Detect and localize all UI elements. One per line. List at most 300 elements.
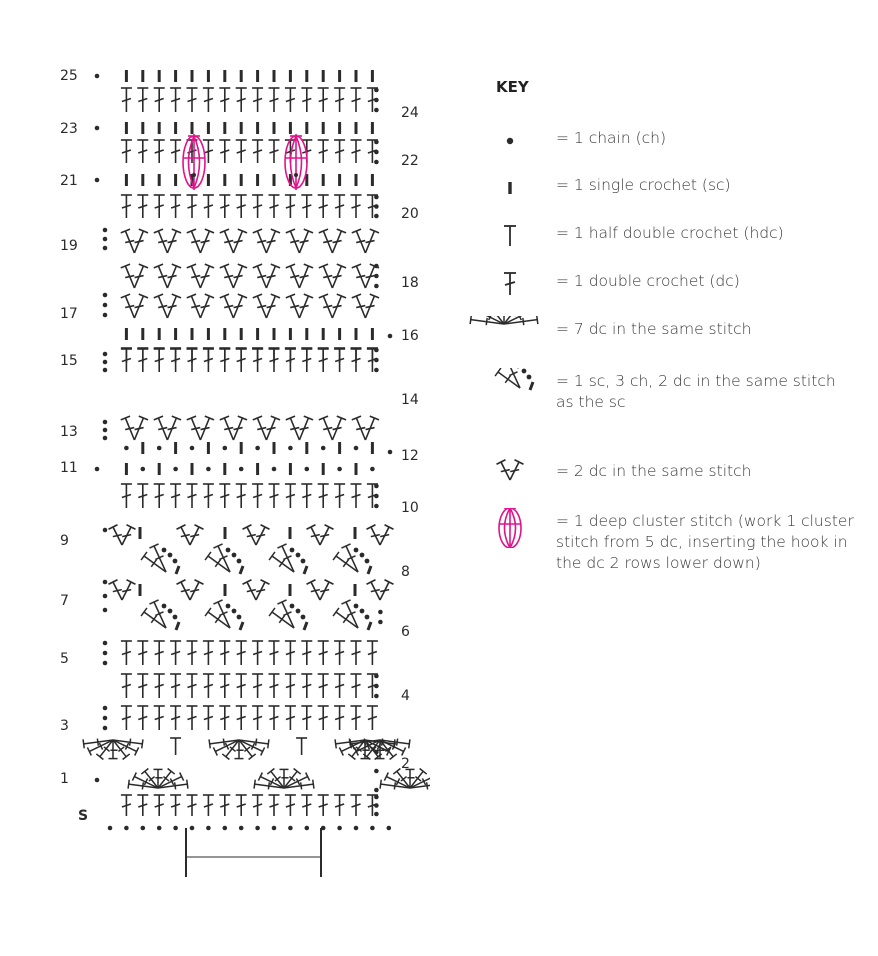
chain-mark [370, 826, 375, 831]
dc-mark [121, 706, 132, 730]
dc-mark [170, 140, 181, 163]
dc-mark [154, 88, 165, 112]
chain-mark [173, 559, 178, 564]
chain-mark [103, 528, 108, 533]
dc-mark [301, 88, 312, 112]
dc-mark [137, 706, 148, 730]
chain-mark [124, 826, 129, 831]
dc-mark [154, 484, 165, 508]
dc-mark [170, 674, 181, 698]
dc-mark [236, 706, 247, 730]
dc-mark [203, 674, 214, 698]
dc-mark [334, 484, 345, 508]
key-text-v: = 2 dc in the same stitch [556, 462, 752, 480]
dc-mark [301, 195, 312, 218]
chain-mark [103, 726, 108, 731]
chain-mark [157, 446, 162, 451]
dc-mark [252, 674, 263, 698]
v-2dc-mark [187, 264, 214, 288]
chain-mark [255, 446, 260, 451]
dc-mark [334, 88, 345, 112]
chain-mark [239, 467, 244, 472]
chain-mark [103, 303, 108, 308]
dc-mark [334, 706, 345, 730]
row-label-right: 14 [401, 392, 419, 408]
dc-mark [154, 706, 165, 730]
deep-cluster-icon [458, 508, 550, 548]
v-2dc-mark [307, 525, 334, 545]
dc-mark [252, 140, 263, 163]
dc-mark [121, 674, 132, 698]
sc-3ch-2dc-mark [269, 600, 307, 630]
chain-mark [290, 604, 295, 609]
chain-mark [103, 228, 108, 233]
row-label-left: 23 [60, 121, 78, 137]
dc-mark [285, 484, 296, 508]
v-2dc-mark [177, 525, 204, 545]
fan-7dc-mark [470, 316, 538, 325]
chain-mark [374, 769, 379, 774]
dc-mark [137, 674, 148, 698]
chain-mark [103, 237, 108, 242]
key-item-dc [458, 268, 858, 308]
v-2dc-mark [253, 416, 280, 440]
chain-mark [190, 826, 195, 831]
row-label-left: 15 [60, 353, 78, 369]
key-text-dc: = 1 double crochet (dc) [556, 272, 740, 290]
hdc-mark [296, 738, 307, 755]
v-2dc-mark [243, 525, 270, 545]
hdc-mark [170, 738, 181, 755]
chain-mark [95, 126, 100, 131]
dc-mark [285, 706, 296, 730]
chain-mark [162, 604, 167, 609]
chain-mark [226, 604, 231, 609]
chain-mark [527, 375, 532, 380]
chain-mark [360, 609, 365, 614]
chain-mark [124, 446, 129, 451]
chain-mark [168, 553, 173, 558]
dc-mark [137, 795, 148, 816]
dc-mark [285, 88, 296, 112]
chain-mark [378, 620, 383, 625]
v-2dc-mark [243, 580, 270, 600]
chain-mark [374, 803, 379, 808]
row-label-left: 25 [60, 68, 78, 84]
v-2dc-mark [319, 416, 346, 440]
deep-cluster-mark [499, 508, 521, 548]
v-2dc-mark [121, 264, 148, 288]
chain-mark [168, 609, 173, 614]
dc-mark [367, 641, 378, 665]
chain-mark [223, 446, 228, 451]
v-2dc-mark [497, 460, 524, 480]
chain-mark [157, 826, 162, 831]
v-2dc-mark [319, 294, 346, 318]
key-text-sc3ch2dc: = 1 sc, 3 ch, 2 dc in the same stitch as the sc [556, 372, 836, 411]
stitch-grid [83, 70, 430, 877]
dc-mark [170, 195, 181, 218]
row-label-right: 18 [401, 275, 419, 291]
chain-mark [374, 98, 379, 103]
dc-mark [187, 706, 198, 730]
chain-mark [206, 467, 211, 472]
key-text-fan: = 7 dc in the same stitch [556, 320, 752, 338]
sc-3ch-2dc-mark [205, 600, 243, 630]
chain-mark [374, 795, 379, 800]
chain-mark [206, 826, 211, 831]
dc-mark [187, 674, 198, 698]
chain-mark [374, 140, 379, 145]
row-label-left: S [78, 808, 89, 824]
v-2dc-mark [367, 525, 394, 545]
row-label-right: 10 [401, 500, 419, 516]
v-2dc-mark [109, 525, 136, 545]
chain-mark [374, 368, 379, 373]
dc-mark [334, 140, 345, 163]
v-2dc-mark [253, 264, 280, 288]
dc-mark [334, 795, 345, 816]
chain-mark [337, 467, 342, 472]
dc-mark [301, 641, 312, 665]
v-2dc-mark [319, 264, 346, 288]
v-2dc-mark [220, 229, 247, 253]
v-2dc-mark [367, 580, 394, 600]
sc-3ch-2dc-icon [458, 368, 550, 408]
chain-mark [305, 467, 310, 472]
dc-mark [252, 706, 263, 730]
chain-mark [378, 610, 383, 615]
chain-mark [387, 826, 392, 831]
chain-icon [458, 125, 550, 165]
dc-mark [269, 195, 280, 218]
dc-mark [367, 706, 378, 730]
row-label-left: 13 [60, 424, 78, 440]
chain-mark [173, 467, 178, 472]
dc-mark [137, 195, 148, 218]
v-2dc-mark [187, 294, 214, 318]
dc-mark [219, 88, 230, 112]
chain-mark [103, 246, 108, 251]
dc-mark [170, 795, 181, 816]
dc-mark [121, 641, 132, 665]
dc-mark [236, 674, 247, 698]
dc-mark [285, 674, 296, 698]
chain-mark [305, 826, 310, 831]
dc-mark [318, 641, 329, 665]
fan-7dc-mark [254, 769, 314, 790]
row-label-right: 22 [401, 153, 419, 169]
dc-mark [170, 706, 181, 730]
key-item-cluster [458, 508, 858, 608]
sc-3ch-2dc-mark [495, 368, 533, 390]
dc-mark [252, 88, 263, 112]
chain-mark [288, 446, 293, 451]
v-2dc-mark [307, 580, 334, 600]
dc-mark [219, 706, 230, 730]
chain-mark [374, 274, 379, 279]
dc-mark [318, 140, 329, 163]
dc-mark [334, 641, 345, 665]
v-2dc-mark [154, 264, 181, 288]
chain-mark [374, 788, 379, 793]
dc-mark [236, 795, 247, 816]
v-2dc-mark [286, 416, 313, 440]
dc-mark [203, 795, 214, 816]
chain-mark [374, 504, 379, 509]
dc-mark [219, 641, 230, 665]
crochet-chart [0, 0, 430, 956]
chain-mark [374, 214, 379, 219]
key-title: KEY [496, 78, 529, 96]
dc-mark [236, 88, 247, 112]
chain-mark [301, 559, 306, 564]
dc-mark [236, 140, 247, 163]
chain-mark [365, 559, 370, 564]
sc-3ch-2dc-mark [141, 544, 179, 574]
dc-mark [154, 641, 165, 665]
chain-mark [374, 750, 379, 755]
chain-mark [190, 446, 195, 451]
chain-mark [141, 467, 146, 472]
deep-cluster-mark [183, 134, 205, 190]
row-labels [60, 68, 419, 824]
row-label-left: 21 [60, 173, 78, 189]
key-item-fan [458, 316, 858, 356]
chain-mark [255, 826, 260, 831]
chain-mark [374, 674, 379, 679]
dc-mark [301, 674, 312, 698]
key-text-cluster: = 1 deep cluster stitch (work 1 cluster stitch from 5 dc, inserting the hook in the dc 2 rows lower down) [556, 512, 854, 572]
chain-mark [103, 368, 108, 373]
dc-mark [187, 484, 198, 508]
fan-7dc-icon [458, 316, 550, 356]
dc-mark [269, 674, 280, 698]
dc-mark [334, 195, 345, 218]
key-item-hdc [458, 220, 858, 260]
dc-mark [219, 674, 230, 698]
dc-mark [137, 484, 148, 508]
dc-mark [219, 140, 230, 163]
dc-mark [285, 195, 296, 218]
chain-mark [108, 826, 113, 831]
chain-mark [374, 264, 379, 269]
chain-mark [103, 313, 108, 318]
dc-mark [137, 641, 148, 665]
dc-mark [301, 795, 312, 816]
row-label-right: 2 [401, 756, 410, 772]
sc-3ch-2dc-mark [333, 600, 371, 630]
key-item-sc3ch2dc [458, 368, 858, 428]
chain-mark [232, 609, 237, 614]
fan-7dc-mark [128, 769, 188, 790]
chain-mark [388, 450, 393, 455]
row-label-left: 9 [60, 533, 69, 549]
dc-mark [187, 795, 198, 816]
row-label-right: 4 [401, 688, 410, 704]
dc-mark [121, 484, 132, 508]
chain-mark [296, 609, 301, 614]
chain-mark [192, 173, 196, 177]
chain-mark [95, 178, 100, 183]
v-2dc-mark [286, 264, 313, 288]
row-label-left: 5 [60, 651, 69, 667]
row-label-right: 12 [401, 448, 419, 464]
chain-mark [374, 204, 379, 209]
chain-mark [173, 615, 178, 620]
row-label-left: 17 [60, 306, 78, 322]
dc-mark [170, 88, 181, 112]
key-text-sc: = 1 single crochet (sc) [556, 176, 731, 194]
v-2dc-mark [121, 416, 148, 440]
deep-cluster-mark [285, 134, 307, 190]
dc-mark [318, 484, 329, 508]
dc-mark [269, 795, 280, 816]
sc-3ch-2dc-mark [333, 544, 371, 574]
dc-mark [236, 195, 247, 218]
chain-mark [103, 661, 108, 666]
row-label-left: 3 [60, 718, 69, 734]
key-text-hdc: = 1 half double crochet (hdc) [556, 224, 784, 242]
chain-mark [103, 594, 108, 599]
dc-mark [301, 484, 312, 508]
key-item-chain [458, 125, 858, 165]
v-2dc-mark [121, 294, 148, 318]
dc-mark [154, 195, 165, 218]
chain-mark [374, 160, 379, 165]
v-2dc-mark [121, 229, 148, 253]
dc-mark [236, 641, 247, 665]
chain-mark [239, 826, 244, 831]
chain-mark [365, 615, 370, 620]
chain-mark [321, 446, 326, 451]
chain-mark [272, 826, 277, 831]
dc-mark [351, 195, 362, 218]
chain-mark [288, 826, 293, 831]
chain-mark [522, 369, 527, 374]
sc-3ch-2dc-mark [141, 600, 179, 630]
dc-mark [121, 88, 132, 112]
chain-mark [103, 641, 108, 646]
chain-mark [223, 826, 228, 831]
chain-mark [95, 778, 100, 783]
chain-mark [103, 608, 108, 613]
chain-mark [226, 548, 231, 553]
chain-mark [237, 615, 242, 620]
chain-mark [374, 494, 379, 499]
chain-mark [374, 150, 379, 155]
v-2dc-mark [177, 580, 204, 600]
v-2dc-icon [458, 458, 550, 498]
chain-mark [103, 428, 108, 433]
v-2dc-mark [154, 416, 181, 440]
dc-mark [351, 706, 362, 730]
dc-mark [137, 140, 148, 163]
dc-mark [269, 484, 280, 508]
dc-mark [203, 484, 214, 508]
dc-mark [318, 795, 329, 816]
chain-mark [360, 553, 365, 558]
dc-mark [154, 795, 165, 816]
row-label-right: 16 [401, 328, 419, 344]
chain-mark [374, 88, 379, 93]
dc-mark [285, 641, 296, 665]
chain-mark [103, 706, 108, 711]
v-2dc-mark [319, 229, 346, 253]
v-2dc-mark [187, 229, 214, 253]
v-2dc-mark [154, 229, 181, 253]
chain-mark [370, 467, 375, 472]
v-2dc-mark [154, 294, 181, 318]
dc-mark [252, 795, 263, 816]
fan-7dc-mark [209, 739, 269, 760]
v-2dc-mark [253, 229, 280, 253]
chain-mark [337, 826, 342, 831]
dc-mark [121, 795, 132, 816]
fan-7dc-mark [83, 739, 143, 760]
chain-mark [354, 604, 359, 609]
chain-mark [272, 467, 277, 472]
dc-mark [154, 140, 165, 163]
chain-mark [173, 826, 178, 831]
row-label-right: 6 [401, 624, 410, 640]
dc-mark [219, 195, 230, 218]
dc-mark [285, 795, 296, 816]
v-2dc-mark [187, 416, 214, 440]
chain-mark [296, 553, 301, 558]
row-label-left: 19 [60, 238, 78, 254]
chain-mark [95, 467, 100, 472]
dc-mark [203, 195, 214, 218]
dc-mark [219, 484, 230, 508]
dc-mark [318, 706, 329, 730]
v-2dc-mark [286, 229, 313, 253]
dc-mark [301, 706, 312, 730]
chain-mark [103, 352, 108, 357]
v-2dc-mark [352, 229, 379, 253]
dc-mark [269, 641, 280, 665]
dc-mark [351, 88, 362, 112]
dc-mark [269, 140, 280, 163]
v-2dc-mark [253, 294, 280, 318]
key-item-sc [458, 172, 858, 212]
chain-mark [237, 559, 242, 564]
single-crochet-icon [458, 172, 550, 212]
chain-mark [103, 436, 108, 441]
chain-mark [374, 358, 379, 363]
v-2dc-mark [352, 416, 379, 440]
v-2dc-mark [220, 416, 247, 440]
dc-mark [137, 88, 148, 112]
dc-mark [154, 674, 165, 698]
chain-mark [374, 694, 379, 699]
dc-mark [219, 795, 230, 816]
dc-mark [318, 195, 329, 218]
dc-mark [187, 88, 198, 112]
dc-mark [203, 706, 214, 730]
dc-mark [252, 484, 263, 508]
dc-mark [203, 88, 214, 112]
chain-mark [374, 812, 379, 817]
dc-mark [252, 195, 263, 218]
chain-mark [103, 293, 108, 298]
dc-mark [334, 674, 345, 698]
chain-mark [354, 446, 359, 451]
chain-mark [294, 173, 298, 177]
row-label-left: 11 [60, 460, 78, 476]
dc-mark [170, 641, 181, 665]
key-item-v [458, 458, 858, 498]
